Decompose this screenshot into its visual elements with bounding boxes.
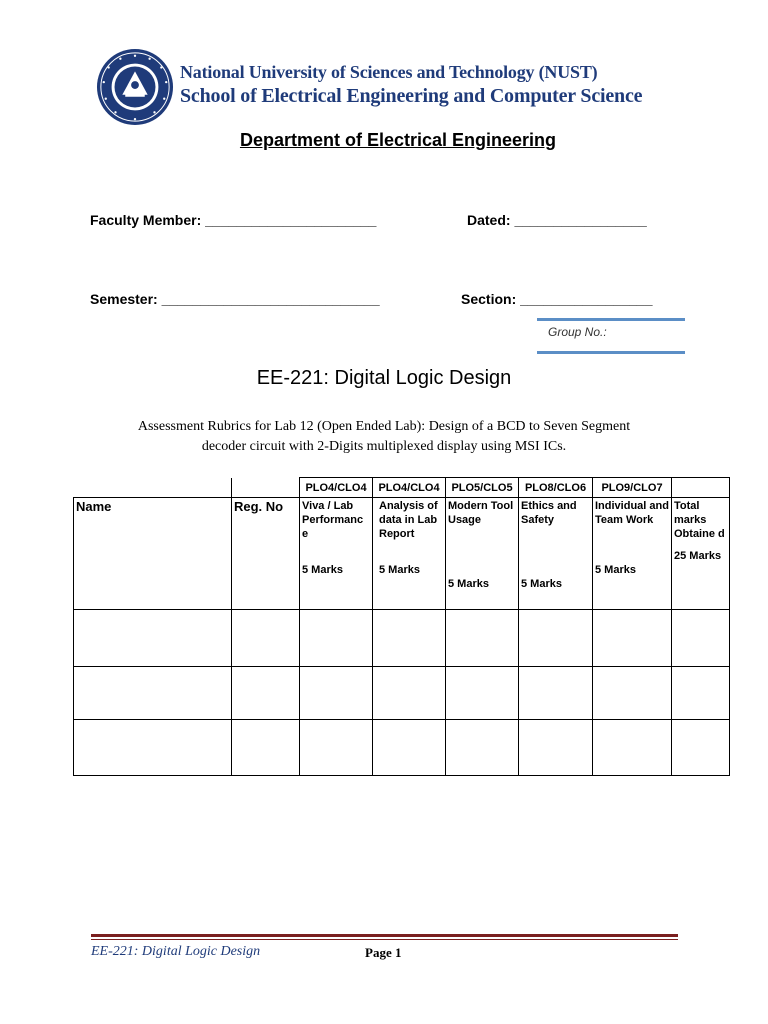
faculty-member-field: Faculty Member: ______________________ [90, 212, 377, 228]
criterion-cell [672, 498, 730, 610]
page-number: Page 1 [365, 945, 402, 960]
criterion-cell [519, 498, 593, 610]
blank-cell [232, 478, 300, 498]
student-name-cell[interactable] [74, 720, 232, 776]
score-cell[interactable] [300, 667, 373, 720]
criterion-label: Total marks Obtaine d [674, 500, 725, 540]
criteria-row [74, 498, 730, 610]
total-cell[interactable] [672, 610, 730, 667]
regno-cell[interactable] [232, 667, 300, 720]
criterion-marks: 5 Marks [595, 564, 636, 576]
total-cell[interactable] [672, 720, 730, 776]
plo-row [74, 478, 730, 498]
assessment-table [73, 477, 730, 776]
score-cell[interactable] [373, 720, 446, 776]
score-cell[interactable] [593, 667, 672, 720]
table-row [74, 610, 730, 667]
criterion-label: Modern Tool Usage [448, 500, 514, 526]
rubric-description [90, 417, 678, 457]
table-row [74, 720, 730, 776]
rubric-line-1: Assessment Rubrics for Lab 12 (Open Ended Lab): Design of a BCD to Seven Segment [137, 419, 631, 434]
group-box-top-line [537, 318, 685, 321]
criterion-marks: 5 Marks [521, 578, 562, 590]
group-number-label: Group No.: [548, 325, 607, 339]
regno-cell[interactable] [232, 610, 300, 667]
score-cell[interactable] [300, 610, 373, 667]
criterion-marks: 5 Marks [302, 564, 343, 576]
score-cell[interactable] [593, 610, 672, 667]
group-box-bottom-line [537, 351, 685, 354]
criterion-label: Analysis of data in Lab Report [379, 500, 438, 540]
dated-field: Dated: _________________ [467, 212, 647, 228]
regno-header: Reg. No [232, 498, 300, 610]
score-cell[interactable] [446, 720, 519, 776]
criterion-label: Individual and Team Work [595, 500, 669, 526]
nust-logo [96, 48, 174, 126]
department-title-text: Department of Electrical Engineering [239, 130, 557, 150]
name-header: Name [74, 498, 232, 610]
plo-header: PLO4/CLO4 [300, 478, 373, 498]
plo-header: PLO5/CLO5 [446, 478, 519, 498]
criterion-cell [373, 498, 446, 610]
blank-cell [74, 478, 232, 498]
criterion-marks: 5 Marks [379, 564, 420, 576]
footer-course-title: EE-221: Digital Logic Design [91, 944, 261, 959]
section-field: Section: _________________ [461, 291, 653, 307]
course-title: EE-221: Digital Logic Design [256, 367, 512, 389]
rubric-line-2: decoder circuit with 2-Digits multiplexed display using MSI ICs. [201, 439, 567, 454]
criterion-marks: 5 Marks [448, 578, 489, 590]
table-row [74, 667, 730, 720]
student-name-cell[interactable] [74, 610, 232, 667]
plo-header-empty [672, 478, 730, 498]
criterion-label: Viva / Lab Performanc e [302, 500, 364, 540]
score-cell[interactable] [446, 667, 519, 720]
score-cell[interactable] [446, 610, 519, 667]
score-cell[interactable] [519, 720, 593, 776]
footer-rule-thin [91, 939, 678, 940]
score-cell[interactable] [593, 720, 672, 776]
plo-header: PLO9/CLO7 [593, 478, 672, 498]
department-title [0, 130, 768, 151]
score-cell[interactable] [519, 667, 593, 720]
footer-rule-thick [91, 934, 678, 937]
semester-field: Semester: ____________________________ [90, 291, 380, 307]
student-name-cell[interactable] [74, 667, 232, 720]
university-name: National University of Sciences and Technology (NUST) [180, 62, 598, 82]
criterion-marks: 25 Marks [674, 550, 722, 562]
plo-header: PLO8/CLO6 [519, 478, 593, 498]
criterion-cell [593, 498, 672, 610]
criterion-label: Ethics and Safety [521, 500, 577, 526]
regno-cell[interactable] [232, 720, 300, 776]
score-cell[interactable] [300, 720, 373, 776]
school-name: School of Electrical Engineering and Computer Science [180, 85, 643, 107]
score-cell[interactable] [519, 610, 593, 667]
score-cell[interactable] [373, 610, 446, 667]
total-cell[interactable] [672, 667, 730, 720]
criterion-cell [446, 498, 519, 610]
criterion-cell [300, 498, 373, 610]
plo-header: PLO4/CLO4 [373, 478, 446, 498]
score-cell[interactable] [373, 667, 446, 720]
